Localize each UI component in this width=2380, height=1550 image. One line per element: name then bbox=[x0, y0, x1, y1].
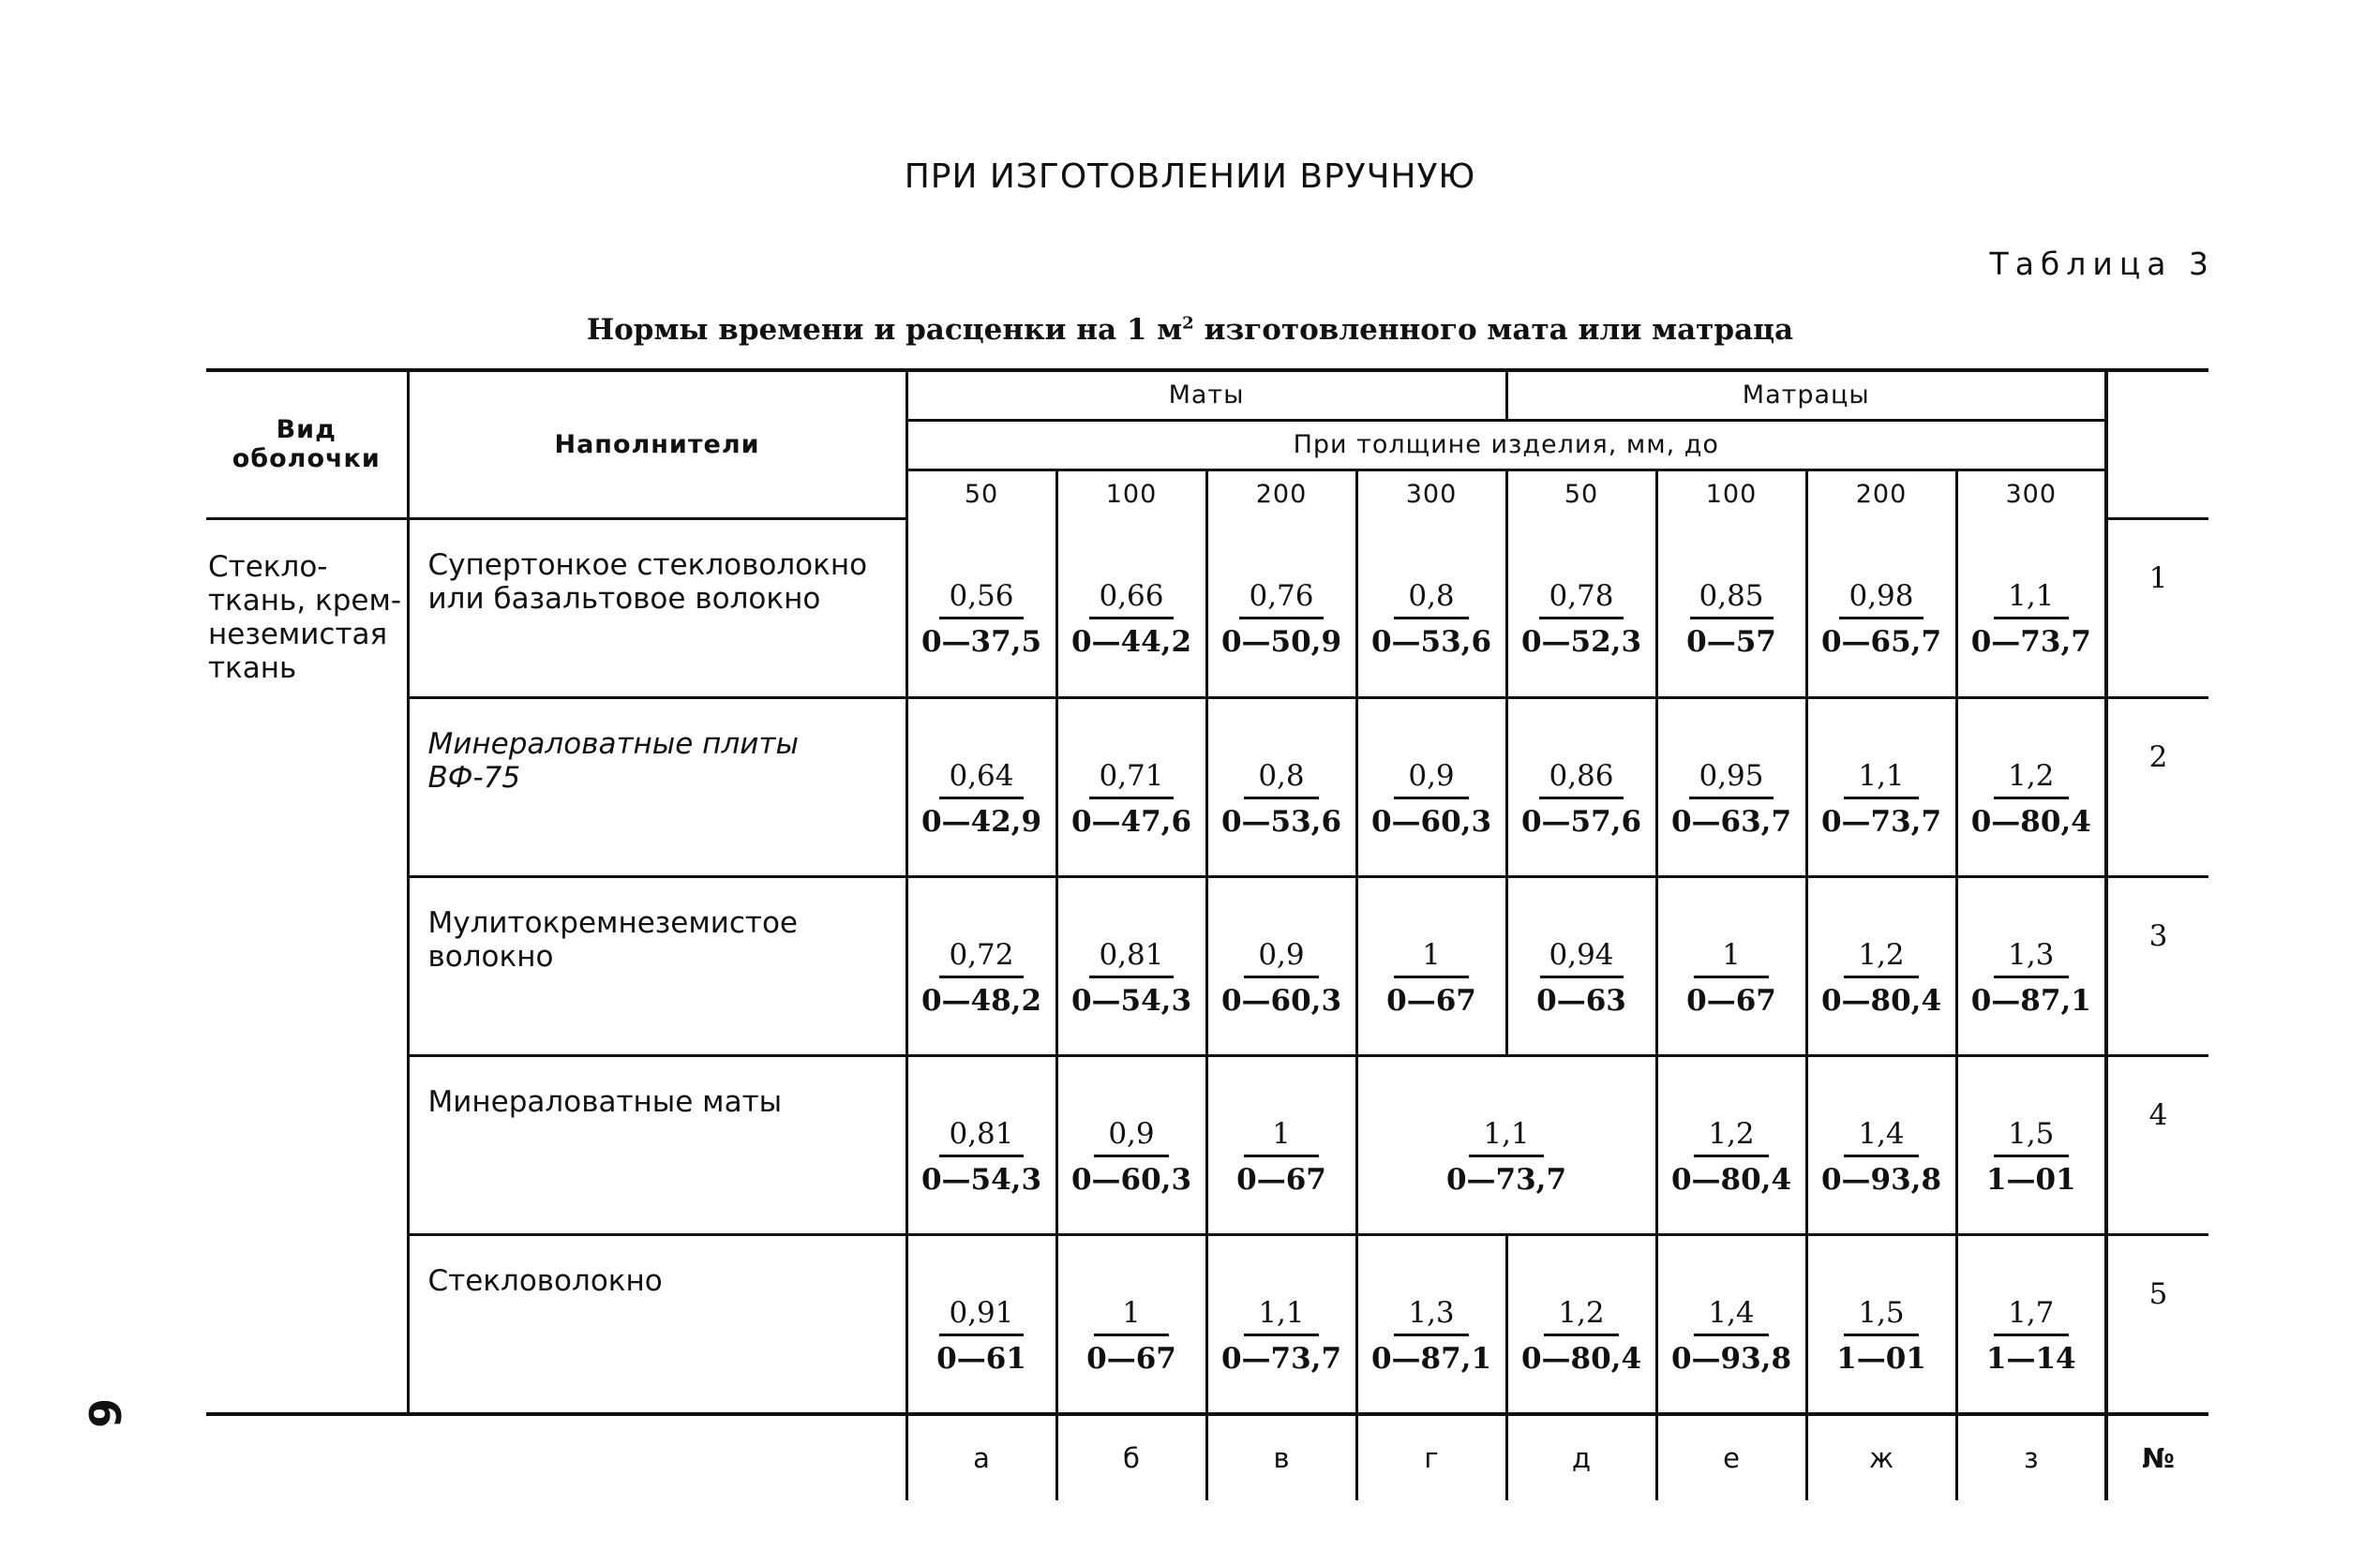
rate: 0—65,7 bbox=[1820, 625, 1942, 660]
rate: 0—73,7 bbox=[1220, 1342, 1342, 1376]
merged-value-cell bbox=[1356, 1055, 1656, 1234]
value-cell bbox=[906, 876, 1056, 1055]
value-cell bbox=[1056, 697, 1206, 876]
table-caption bbox=[0, 313, 2380, 347]
rate: 0—63,7 bbox=[1670, 805, 1792, 839]
filler-name: Минераловатные маты bbox=[408, 1055, 906, 1234]
value-cell bbox=[1506, 876, 1656, 1055]
value-cell bbox=[1656, 1234, 1806, 1414]
table-label: Таблица 3 bbox=[1989, 246, 2215, 282]
caption-superscript: 2 bbox=[1182, 313, 1194, 334]
thickness-value: 300 bbox=[1956, 469, 2106, 518]
column-letter: з bbox=[1956, 1414, 2106, 1500]
rate: 0—53,6 bbox=[1370, 625, 1492, 660]
rate: 0—63 bbox=[1536, 984, 1626, 1018]
value-cell bbox=[1056, 1055, 1206, 1234]
time-norm: 1,1 bbox=[1994, 579, 2069, 619]
header-number-blank bbox=[2106, 370, 2208, 518]
value-cell bbox=[1506, 518, 1656, 697]
value-cell bbox=[1206, 1055, 1356, 1234]
value-cell bbox=[1806, 1055, 1956, 1234]
time-norm: 1,2 bbox=[1844, 938, 1919, 978]
column-letter: в bbox=[1206, 1414, 1356, 1500]
rate: 0—73,7 bbox=[1820, 805, 1942, 839]
header-thickness: При толщине изделия, мм, до bbox=[906, 420, 2106, 469]
rate: 0—80,4 bbox=[1520, 1342, 1642, 1376]
rate: 1—14 bbox=[1985, 1342, 2076, 1376]
value-cell bbox=[906, 1234, 1056, 1414]
time-norm: 0,85 bbox=[1690, 579, 1774, 619]
rate: 0—47,6 bbox=[1070, 805, 1192, 839]
time-norm: 0,78 bbox=[1539, 579, 1623, 619]
thickness-value: 100 bbox=[1056, 469, 1206, 518]
thickness-value: 50 bbox=[1506, 469, 1656, 518]
time-norm: 1,2 bbox=[1544, 1296, 1619, 1336]
rate: 0—87,1 bbox=[1970, 984, 2091, 1018]
rate: 0—80,4 bbox=[1970, 805, 2091, 839]
value-cell bbox=[1806, 697, 1956, 876]
filler-name: Мулитокремнеземистое волокно bbox=[408, 876, 906, 1055]
thickness-value: 200 bbox=[1206, 469, 1356, 518]
row-number: 1 bbox=[2106, 518, 2208, 697]
time-norm: 0,86 bbox=[1539, 759, 1623, 799]
header-fillers: Наполнители bbox=[408, 370, 906, 518]
time-norm: 0,76 bbox=[1239, 579, 1323, 619]
rate: 0—57 bbox=[1686, 625, 1776, 660]
value-cell bbox=[1056, 876, 1206, 1055]
value-cell bbox=[1206, 1234, 1356, 1414]
value-cell bbox=[1656, 518, 1806, 697]
value-cell bbox=[1956, 1055, 2106, 1234]
time-norm: 1 bbox=[1394, 938, 1469, 978]
time-norm: 0,9 bbox=[1094, 1117, 1169, 1157]
page-heading: ПРИ ИЗГОТОВЛЕНИИ ВРУЧНУЮ bbox=[904, 157, 1476, 196]
filler-name: Супертонкое стекловолокно или базальтовое волокно bbox=[408, 518, 906, 697]
rate: 0—37,5 bbox=[921, 625, 1042, 660]
column-letter: е bbox=[1656, 1414, 1806, 1500]
time-norm: 1,5 bbox=[1994, 1117, 2069, 1157]
table-row bbox=[206, 876, 2208, 1055]
rate: 0—80,4 bbox=[1670, 1163, 1792, 1197]
rate: 0—54,3 bbox=[1070, 984, 1192, 1018]
time-norm: 1,3 bbox=[1994, 938, 2069, 978]
rate: 0—60,3 bbox=[1220, 984, 1342, 1018]
time-norm: 1,3 bbox=[1394, 1296, 1469, 1336]
time-norm: 0,72 bbox=[939, 938, 1023, 978]
thickness-value: 300 bbox=[1356, 469, 1506, 518]
time-norm: 0,81 bbox=[1089, 938, 1173, 978]
column-letters-row bbox=[206, 1414, 2208, 1500]
rate: 0—67 bbox=[1236, 1163, 1326, 1197]
time-norm: 1,1 bbox=[1844, 759, 1919, 799]
time-norm: 0,81 bbox=[939, 1117, 1023, 1157]
table-row bbox=[206, 1234, 2208, 1414]
value-cell bbox=[1506, 1234, 1656, 1414]
rate: 0—44,2 bbox=[1070, 625, 1192, 660]
rate: 0—93,8 bbox=[1820, 1163, 1942, 1197]
rate: 0—48,2 bbox=[921, 984, 1042, 1018]
time-norm: 0,95 bbox=[1689, 759, 1773, 799]
caption-text: Нормы времени и расценки на 1 м bbox=[586, 313, 1183, 347]
value-cell bbox=[1806, 518, 1956, 697]
row-number: 3 bbox=[2106, 876, 2208, 1055]
value-cell bbox=[1956, 518, 2106, 697]
sheath-type: Стекло-ткань, крем-неземистая ткань bbox=[206, 518, 408, 1414]
column-letter: г bbox=[1356, 1414, 1506, 1500]
time-norm: 1,2 bbox=[1694, 1117, 1769, 1157]
table-row bbox=[206, 697, 2208, 876]
value-cell bbox=[1356, 518, 1506, 697]
column-letter: ж bbox=[1806, 1414, 1956, 1500]
value-cell bbox=[906, 1055, 1056, 1234]
time-norm: 0,8 bbox=[1244, 759, 1319, 799]
blank-cell bbox=[408, 1414, 906, 1500]
page-number: 6 bbox=[79, 1398, 129, 1429]
time-norm: 1,1 bbox=[1244, 1296, 1319, 1336]
time-norm: 0,91 bbox=[939, 1296, 1023, 1336]
header-sheath: Вид оболочки bbox=[206, 370, 408, 518]
time-norm: 0,8 bbox=[1394, 579, 1469, 619]
value-cell bbox=[1206, 697, 1356, 876]
value-cell bbox=[1806, 1234, 1956, 1414]
value-cell bbox=[1356, 876, 1506, 1055]
time-norm: 0,94 bbox=[1540, 938, 1624, 978]
value-cell bbox=[1356, 697, 1506, 876]
column-letter: а bbox=[906, 1414, 1056, 1500]
filler-name: Минераловатные плиты ВФ-75 bbox=[408, 697, 906, 876]
column-letter: б bbox=[1056, 1414, 1206, 1500]
rate: 0—61 bbox=[936, 1342, 1026, 1376]
time-norm: 0,56 bbox=[939, 579, 1023, 619]
value-cell bbox=[1206, 518, 1356, 697]
thickness-value: 50 bbox=[906, 469, 1056, 518]
value-cell bbox=[1956, 697, 2106, 876]
time-norm: 1,5 bbox=[1844, 1296, 1919, 1336]
time-norm: 1,4 bbox=[1694, 1296, 1769, 1336]
time-norm: 0,9 bbox=[1394, 759, 1469, 799]
value-cell bbox=[1956, 1234, 2106, 1414]
rate: 0—73,7 bbox=[1970, 625, 2091, 660]
time-norm: 0,9 bbox=[1244, 938, 1319, 978]
caption-text-end: изготовленного мата или матраца bbox=[1193, 313, 1794, 347]
rate: 0—42,9 bbox=[921, 805, 1042, 839]
header-mattresses: Матрацы bbox=[1506, 370, 2106, 420]
time-norm: 1,4 bbox=[1844, 1117, 1919, 1157]
rate: 0—73,7 bbox=[1445, 1163, 1567, 1197]
value-cell bbox=[906, 697, 1056, 876]
time-norm: 1,1 bbox=[1469, 1117, 1544, 1157]
filler-name: Стекловолокно bbox=[408, 1234, 906, 1414]
rate: 0—57,6 bbox=[1520, 805, 1642, 839]
value-cell bbox=[1656, 876, 1806, 1055]
row-number: 4 bbox=[2106, 1055, 2208, 1234]
rate: 0—60,3 bbox=[1370, 805, 1492, 839]
value-cell bbox=[1656, 697, 1806, 876]
rate: 0—80,4 bbox=[1820, 984, 1942, 1018]
rate: 0—50,9 bbox=[1220, 625, 1342, 660]
rate: 1—01 bbox=[1836, 1342, 1926, 1376]
header-mats: Маты bbox=[906, 370, 1506, 420]
table-row bbox=[206, 518, 2208, 697]
rate: 0—52,3 bbox=[1520, 625, 1642, 660]
rate: 0—67 bbox=[1386, 984, 1476, 1018]
rate: 1—01 bbox=[1985, 1163, 2076, 1197]
table-row bbox=[206, 1055, 2208, 1234]
column-letter: д bbox=[1506, 1414, 1656, 1500]
blank-cell bbox=[206, 1414, 408, 1500]
time-norm: 0,71 bbox=[1089, 759, 1173, 799]
value-cell bbox=[906, 518, 1056, 697]
time-norm: 1 bbox=[1094, 1296, 1169, 1336]
time-norm: 0,64 bbox=[939, 759, 1023, 799]
rate: 0—67 bbox=[1086, 1342, 1176, 1376]
rate: 0—54,3 bbox=[921, 1163, 1042, 1197]
time-norm: 1 bbox=[1244, 1117, 1319, 1157]
time-norm: 1 bbox=[1694, 938, 1769, 978]
thickness-value: 200 bbox=[1806, 469, 1956, 518]
rate: 0—93,8 bbox=[1670, 1342, 1792, 1376]
rate: 0—60,3 bbox=[1070, 1163, 1192, 1197]
time-norm: 1,2 bbox=[1994, 759, 2069, 799]
thickness-value: 100 bbox=[1656, 469, 1806, 518]
value-cell bbox=[1506, 697, 1656, 876]
value-cell bbox=[1056, 518, 1206, 697]
rate: 0—67 bbox=[1686, 984, 1776, 1018]
header-row-groups bbox=[206, 370, 2208, 420]
value-cell bbox=[1806, 876, 1956, 1055]
row-number: 5 bbox=[2106, 1234, 2208, 1414]
number-sign: № bbox=[2106, 1414, 2208, 1500]
rate: 0—87,1 bbox=[1370, 1342, 1492, 1376]
value-cell bbox=[1206, 876, 1356, 1055]
row-number: 2 bbox=[2106, 697, 2208, 876]
norms-table bbox=[206, 368, 2208, 1500]
time-norm: 0,66 bbox=[1089, 579, 1173, 619]
rate: 0—53,6 bbox=[1220, 805, 1342, 839]
value-cell bbox=[1956, 876, 2106, 1055]
value-cell bbox=[1656, 1055, 1806, 1234]
value-cell bbox=[1056, 1234, 1206, 1414]
time-norm: 0,98 bbox=[1839, 579, 1923, 619]
time-norm: 1,7 bbox=[1994, 1296, 2069, 1336]
value-cell bbox=[1356, 1234, 1506, 1414]
